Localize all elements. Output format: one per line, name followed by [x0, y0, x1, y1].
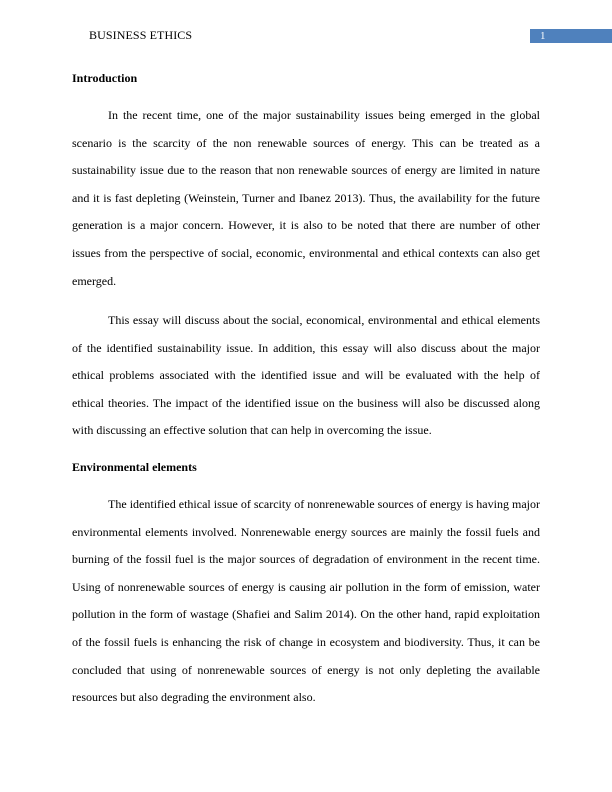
introduction-paragraph-1: In the recent time, one of the major sustainability issues being emerged in the global scenario is the scarcity of the non renewable sources of energy. This can be treated as a sustainability issue due to the reason that non renewable sources of energy are limited in nature and it is fast depleting (Weinstein, Turner and Ibanez 2013). Thus, the availability for the future generation is a major concern. However, it is also to be noted that there are number of other issues from the perspective of social, economic, environmental and ethical contexts can also get emerged.	[72, 108, 540, 288]
page-number-bar	[530, 29, 612, 43]
section-heading-environmental-elements: Environmental elements	[72, 460, 197, 474]
environmental-paragraph-1: The identified ethical issue of scarcity of nonrenewable sources of energy is having major environmental elements involved. Nonrenewable energy sources are mainly the fossil fuels and burning of the fossil fuel is the major sources of degradation of environment in the recent time. Using of nonrenewable sources of energy is causing air pollution in the form of emission, water pollution in the form of wastage (Shafiei and Salim 2014). On the other hand, rapid exploitation of the fossil fuels is enhancing the risk of change in ecosystem and biodiversity. Thus, it can be concluded that using of nonrenewable sources of energy is not only depleting the available resources but also degrading the environment also.	[72, 497, 540, 705]
page-number: 1	[540, 30, 546, 42]
introduction-paragraph-2: This essay will discuss about the social, economical, environmental and ethical elements of the identified sustainability issue. In addition, this essay will also discuss about the major ethical problems associated with the identified issue and will be evaluated with the help of ethical theories. The impact of the identified issue on the business will also be discussed along with discussing an effective solution that can help in overcoming the issue.	[72, 313, 540, 438]
running-head-title: BUSINESS ETHICS	[89, 28, 193, 42]
section-heading-introduction: Introduction	[72, 71, 138, 85]
